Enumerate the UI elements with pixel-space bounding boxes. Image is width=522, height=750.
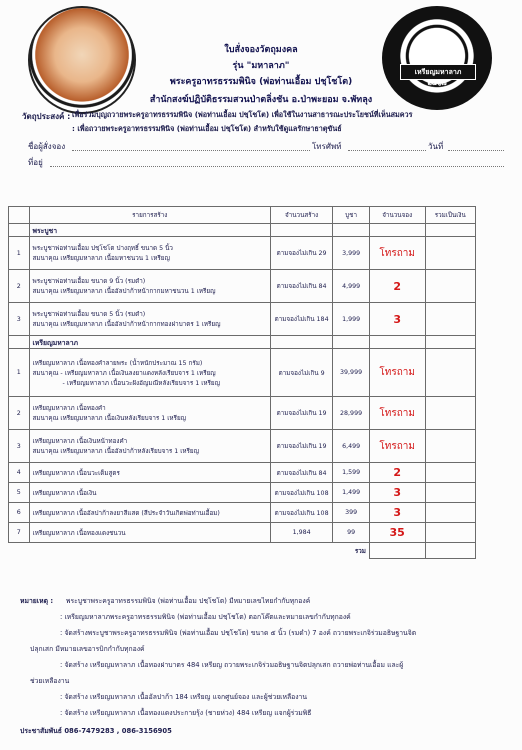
amount-cell[interactable]: โทรถาม — [369, 237, 425, 270]
table-row: 1 พระบูชาพ่อท่านเอื้อม ปชฺโชโต ปางฤทธิ์ ขนาด 5 นิ้ว สมนาคุณ เหรียญมหาลาภ เนื้อมหาชนวน 1 เหรียญ ตามจองไม่เกิน 29 3,999 โทรถาม — [9, 237, 476, 270]
note-line: : จัดสร้าง เหรียญมหาลาภ เนื้อทองแดงประกายรุ้ง (ชายห่วง) 484 เหรียญ แจกผู้ร่วมพิธี — [60, 709, 312, 717]
date-field[interactable] — [448, 150, 504, 151]
seal-band-text: เหรียญมหาลาภ — [400, 64, 476, 80]
table-row: 2 เหรียญมหาลาภ เนื้อทองคำ สมนาคุณ เหรียญมหาลาภ เนื้อเงินหลังเรียบจาร 1 เหรียญ ตามจองไม่เกิน 19 28,999 โทรถาม — [9, 397, 476, 430]
total-label: รวม — [9, 543, 370, 559]
note-line: พระบูชาพระครูอาทรธรรมพินิจ (พ่อท่านเอื้อม ปชฺโชโต) มีหมายเลขไทยกำกับทุกองค์ — [66, 597, 311, 605]
section-title: พระบูชา — [29, 224, 270, 237]
amount-cell[interactable]: 3 — [369, 483, 425, 503]
total-cell[interactable] — [425, 430, 476, 463]
monk-name: พระครูอาทรธรรมพินิจ (พ่อท่านเอื้อม ปชฺโชโต) — [169, 77, 353, 87]
notes-label: หมายเหตุ : — [20, 597, 54, 605]
table-row: 3 เหรียญมหาลาภ เนื้อเงินหน้าทองคำ สมนาคุณ เหรียญมหาลาภ เนื้ออัลปาก้าหลังเรียบจาร 1 เหรียญ ตามจองไม่เกิน 19 6,499 โทรถาม — [9, 430, 476, 463]
amount-cell[interactable]: 2 — [369, 270, 425, 303]
note-line: : จัดสร้างพระบูชาพระครูอาทรธรรมพินิจ (พ่อท่านเอื้อม ปชฺโชโต) ขนาด ๕ นิ้ว (รมดำ) 7 องค์ ถวายพระเกจิร่วมอธิษฐานจิต — [60, 629, 417, 637]
note-line: : จัดสร้าง เหรียญมหาลาภ เนื้อทองฝาบาตร 484 เหรียญ ถวายพระเกจิร่วมอธิษฐานจิตปลุกเสก ถวายพ่อท่านเอื้อม และผู้ — [60, 661, 404, 669]
section-row — [9, 336, 476, 349]
col-header-amount: จำนวนจอง — [369, 207, 425, 224]
amount-cell[interactable]: 3 — [369, 503, 425, 523]
purpose-line-2: : เพื่อถวายพระครูอาทรธรรมพินิจ (พ่อท่านเอื้อม ปชฺโชโต) สำหรับใช้ดูแลรักษาธาตุขันธ์ — [72, 124, 342, 133]
note-line: ปลุกเสก มีหมายเลขอารบิกกำกับทุกองค์ — [30, 645, 145, 653]
amount-cell[interactable]: โทรถาม — [369, 397, 425, 430]
table-row: 4 เหรียญมหาลาภ เนื้อนวะเต็มสูตร ตามจองไม่เกิน 84 1,599 2 — [9, 463, 476, 483]
amount-cell[interactable]: 3 — [369, 303, 425, 336]
grand-total-cell[interactable] — [425, 543, 476, 559]
total-cell[interactable] — [425, 463, 476, 483]
table-row: 3 พระบูชาพ่อท่านเอื้อม ขนาด 5 นิ้ว (รมดำ) สมนาคุณ เหรียญมหาลาภ เนื้ออัลปาก้าหน้ากากทองฝาบาตร 1 เหรียญ ตามจองไม่เกิน 184 1,999 3 — [9, 303, 476, 336]
col-header-item: รายการสร้าง — [29, 207, 270, 224]
total-cell[interactable] — [425, 270, 476, 303]
total-cell[interactable] — [425, 349, 476, 397]
temple-name: สำนักสงฆ์ปฏิบัติธรรมสวนป่าตลิ่งชัน อ.ป่าพะยอม จ.พัทลุง — [149, 95, 373, 105]
phone-field[interactable] — [348, 150, 426, 151]
date-label: วันที่ — [428, 142, 444, 151]
table-row: 5 เหรียญมหาลาภ เนื้อเงิน ตามจองไม่เกิน 108 1,499 3 — [9, 483, 476, 503]
amount-cell[interactable]: โทรถาม — [369, 349, 425, 397]
total-cell[interactable] — [425, 503, 476, 523]
total-row — [9, 543, 476, 559]
total-amount-cell[interactable] — [369, 543, 425, 559]
table-row: 1 เหรียญมหาลาภ เนื้อทองคำลายพระ (น้ำหนักประมาณ 15 กรัม) สมนาคุณ - เหรียญมหาลาภ เนื้อเงินลงยาแดงหลังเรียบจาร 1 เหรียญ - เหรียญมหาลาภ เนื้อนวะฝังอัญมณีหลังเรียบจาร 1 เหรียญ ตามจองไม่เกิน 9 39,999 โทรถาม — [9, 349, 476, 397]
total-cell[interactable] — [425, 303, 476, 336]
table-header-row — [9, 207, 476, 224]
purpose-line-1: เพื่อร่วมบุญถวายพระครูอาทรธรรมพินิจ (พ่อท่านเอื้อม ปชฺโชโต) เพื่อใช้ในงานสาธารณะประโยชน์ที่เห็นสมควร — [72, 110, 413, 119]
table-row: 7 เหรียญมหาลาภ เนื้อทองแดงชนวน 1,984 99 35 — [9, 523, 476, 543]
contact-phone: ประชาสัมพันธ์ 086-7479283 , 086-3156905 — [20, 727, 172, 735]
total-cell[interactable] — [425, 237, 476, 270]
note-line: : จัดสร้าง เหรียญมหาลาภ เนื้ออัลปาก้า 184 เหรียญ แจกศูนย์จอง และผู้ช่วยเหลืองาน — [60, 693, 308, 701]
seal-year-text: ๒๕๖๗ — [427, 79, 447, 87]
name-field[interactable] — [72, 150, 310, 151]
phone-label: โทรศัพท์ — [312, 142, 342, 151]
form-title: ใบสั่งจองวัตถุมงคล — [224, 45, 298, 55]
note-line: : เหรียญมหาลาภพระครูอาทรธรรมพินิจ (พ่อท่านเอื้อม ปชฺโชโต) ตอกโค๊ตและหมายเลขกำกับทุกองค์ — [60, 613, 351, 621]
total-cell[interactable] — [425, 483, 476, 503]
amount-cell[interactable]: โทรถาม — [369, 430, 425, 463]
name-label: ชื่อผู้สั่งจอง — [28, 142, 66, 151]
col-header-price: บูชา — [333, 207, 370, 224]
col-header-total: รวมเป็นเงิน — [425, 207, 476, 224]
order-table — [8, 206, 476, 559]
note-line: ช่วยเหลืองาน — [30, 677, 70, 685]
table-row: 2 พระบูชาพ่อท่านเอื้อม ขนาด 9 นิ้ว (รมดำ) สมนาคุณ เหรียญมหาลาภ เนื้ออัลปาก้าหน้ากากมหาชนวน 1 เหรียญ ตามจองไม่เกิน 84 4,999 2 — [9, 270, 476, 303]
section-row — [9, 224, 476, 237]
total-cell[interactable] — [425, 397, 476, 430]
total-cell[interactable] — [425, 523, 476, 543]
series-name: รุ่น "มหาลาภ" — [232, 61, 290, 71]
amount-cell[interactable]: 35 — [369, 523, 425, 543]
col-header-qty: จำนวนสร้าง — [270, 207, 332, 224]
purpose-label: วัตถุประสงค์ : — [22, 112, 71, 121]
amount-cell[interactable]: 2 — [369, 463, 425, 483]
section-title: เหรียญมหาลาภ — [29, 336, 270, 349]
table-row: 6 เหรียญมหาลาภ เนื้ออัลปาก้าลงยาสีแสด (สีประจำวันเกิดพ่อท่านเอื้อม) ตามจองไม่เกิน 108 399 3 — [9, 503, 476, 523]
address-field[interactable] — [50, 166, 504, 167]
address-label: ที่อยู่ — [28, 158, 43, 167]
